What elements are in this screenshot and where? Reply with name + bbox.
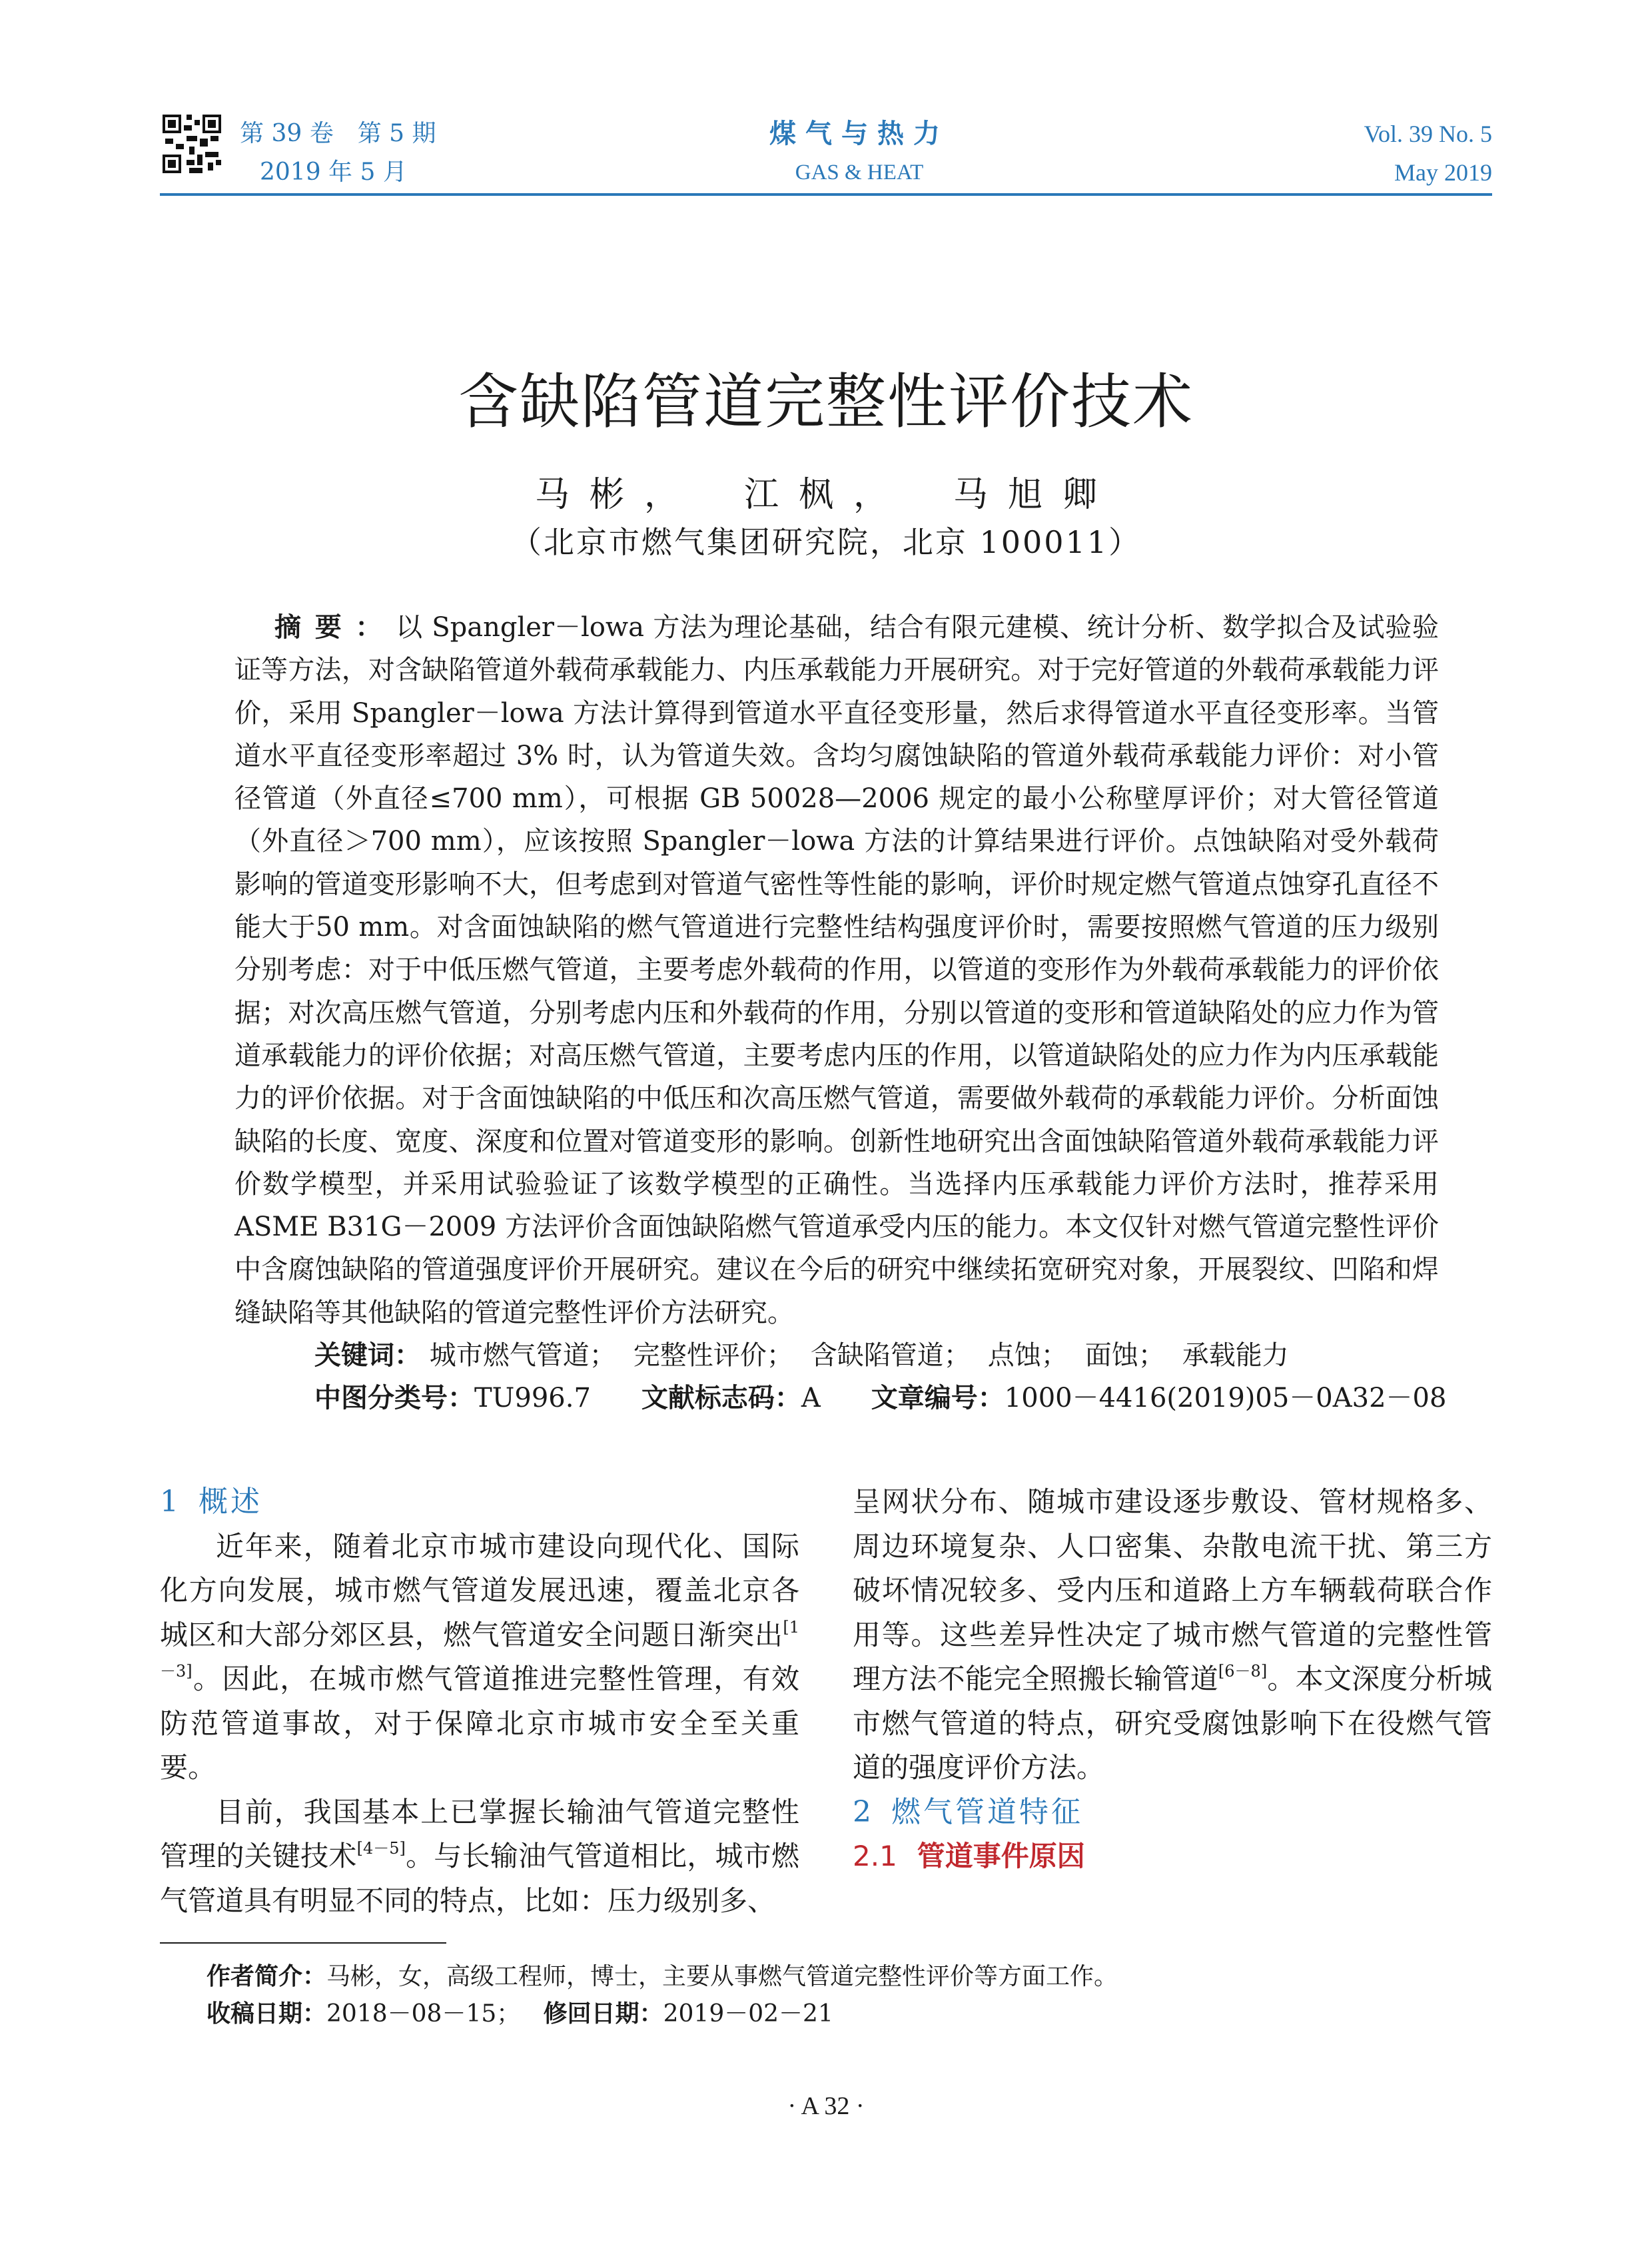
author-bio: 作者简介：马彬，女，高级工程师，博士，主要从事燃气管道完整性评价等方面工作。 — [206, 1963, 1118, 1990]
keyword: 承载能力 — [1182, 1340, 1289, 1371]
keyword: 城市燃气管道； — [429, 1340, 616, 1371]
journal-name-zh: 煤气与热力 — [769, 118, 949, 149]
author-name: 马彬， — [534, 475, 699, 515]
page-number: · A 32 · — [787, 2092, 865, 2120]
keyword: 完整性评价； — [633, 1340, 793, 1371]
header-left — [240, 115, 436, 192]
author-name: 江枫， — [743, 475, 908, 515]
volume-issue: 第 39 卷 第 5 期 — [240, 120, 436, 147]
dates-line: 收稿日期：2018－08－15； 修回日期：2019－02－21 — [206, 2000, 833, 2028]
volume-issue-en: Vol. 39 No. 5 — [1364, 121, 1492, 147]
keywords-line — [234, 1334, 1439, 1377]
keyword: 面蚀； — [1084, 1340, 1165, 1371]
keyword: 含缺陷管道； — [810, 1340, 971, 1371]
header-rule — [160, 193, 1492, 196]
author-name: 马旭卿 — [953, 475, 1118, 515]
body-paragraph: 近年来，随着北京市城市建设向现代化、国际化方向发展，城市燃气管道发展迅速，覆盖北京各城区和大部分郊区县，燃气管道安全问题日渐突出[1－3]。因此，在城市燃气管道推进完整性管理，有效防范管道事故，对于保障北京市城市安全至关重要。 — [160, 1529, 799, 1784]
section-heading-1: 1 概述 — [160, 1485, 262, 1519]
header-right — [1364, 115, 1492, 192]
article-no-label: 文章编号： — [871, 1383, 1005, 1414]
doc-code-value: A — [801, 1383, 821, 1414]
citation: [6－8] — [1218, 1662, 1268, 1681]
publication-date-en: May 2019 — [1394, 159, 1492, 186]
clc-label: 中图分类号： — [314, 1383, 474, 1414]
journal-name-en: GAS & HEAT — [795, 161, 924, 185]
keyword: 点蚀； — [987, 1340, 1068, 1371]
article-title: 含缺陷管道完整性评价技术 — [458, 367, 1194, 437]
section-heading-2: 2 燃气管道特征 — [853, 1794, 1083, 1829]
abstract-paragraph — [234, 606, 1439, 1334]
body-paragraph: 呈网状分布、随城市建设逐步敷设、管材规格多、周边环境复杂、人口密集、杂散电流干扰、第三方破坏情况较多、受内压和道路上方车辆载荷联合作用等。这些差异性决定了城市燃气管道的完整性管理方法不能完全照搬长输管道[6－8]。本文深度分析城市燃气管道的特点，研究受腐蚀影响下在役燃气管道的强度评价方法。 — [853, 1485, 1492, 1784]
body-paragraph: 目前，我国基本上已掌握长输油气管道完整性管理的关键技术[4－5]。与长输油气管道相比，城市燃气管道具有明显不同的特点，比如：压力级别多、 — [160, 1795, 799, 1917]
citation: [4－5] — [356, 1839, 406, 1858]
body-column-right — [853, 1480, 1492, 1879]
doc-code-label: 文献标志码： — [641, 1383, 801, 1414]
publication-date-zh: 2019 年 5 月 — [260, 159, 407, 186]
subsection-heading-2-1: 2.1 管道事件原因 — [853, 1840, 1085, 1872]
keywords-label: 关键词： — [314, 1340, 421, 1371]
abstract-block — [234, 606, 1447, 1420]
qr-code-icon — [160, 112, 224, 176]
abstract-label: 摘要： — [274, 612, 396, 643]
article-no-value: 1000－4416(2019)05－0A32－08 — [1004, 1383, 1447, 1414]
affiliation: （北京市燃气集团研究院，北京 100011） — [510, 524, 1142, 560]
citation: [1－3] — [160, 1617, 799, 1681]
body-column-left — [160, 1480, 799, 1923]
header-center — [759, 115, 959, 192]
footnote-rule — [160, 1942, 446, 1944]
abstract-text: 以 Spangler－lowa 方法为理论基础，结合有限元建模、统计分析、数学拟合及试验验证等方法，对含缺陷管道外载荷承载能力、内压承载能力开展研究。对于完好管道的外载荷承载能力评价，采用 Spangler－lowa 方法计算得到管道水平直径变形量，然后求得管道水平直径变形率。当管道水平直径变形率超过 3% 时，认为管道失效。含均匀腐蚀缺陷的管道外载荷承载能力评价：对小管径管道（外直径≤700 mm），可根据 GB 50028—2006 规定的最小公称壁厚评价；对大管径管道（外直径＞700 mm），应该按照 Spangler－lowa 方法的计算结果进行评价。点蚀缺陷对受外载荷影响的管道变形影响不大，但考虑到对管道气密性等性能的影响，评价时规定燃气管道点蚀穿孔直径不能大于50 mm。对含面蚀缺陷的燃气管道进行完整性结构强度评价时，需要按照燃气管道的压力级别分别考虑：对于中低压燃气管道，主要考虑外载荷的作用，以管道的变形作为外载荷承载能力的评价依据；对次高压燃气管道，分别考虑内压和外载荷的作用，分别以管道的变形和管道缺陷处的应力作为管道承载能力的评价依据；对高压燃气管道，主要考虑内压的作用，以管道缺陷处的应力作为内压承载能力的评价依据。对于含面蚀缺陷的中低压和次高压燃气管道，需要做外载荷的承载能力评价。分析面蚀缺陷的长度、宽度、深度和位置对管道变形的影响。创新性地研究出含面蚀缺陷管道外载荷承载能力评价数学模型，并采用试验验证了该数学模型的正确性。当选择内压承载能力评价方法时，推荐采用 ASME B31G－2009 方法评价含面蚀缺陷燃气管道承受内压的能力。本文仅针对燃气管道完整性评价中含腐蚀缺陷的管道强度评价开展研究。建议在今后的研究中继续拓宽研究对象，开展裂纹、凹陷和焊缝缺陷等其他缺陷的管道完整性评价方法研究。 — [234, 612, 1440, 1328]
classification-line — [234, 1377, 1447, 1419]
clc-value: TU996.7 — [474, 1383, 591, 1414]
footnotes — [206, 1958, 1118, 2033]
author-list — [160, 466, 1492, 516]
